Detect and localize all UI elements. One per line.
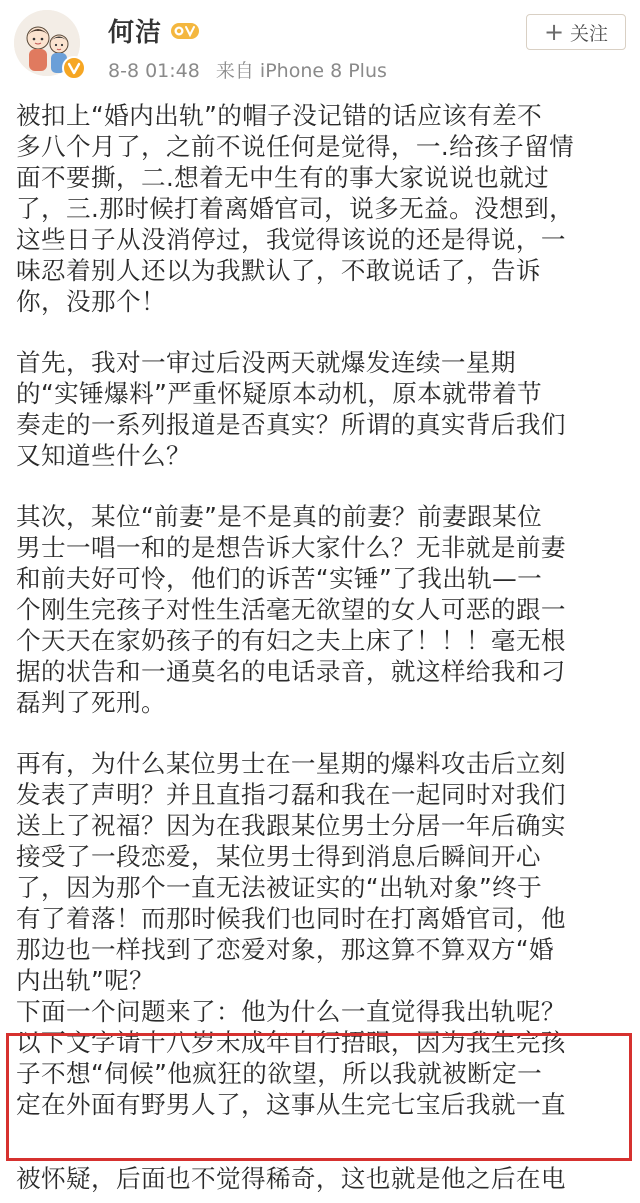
post-header bbox=[0, 0, 640, 92]
follow-button[interactable] bbox=[526, 14, 626, 50]
member-icon bbox=[170, 20, 200, 42]
author-row bbox=[108, 12, 200, 49]
post-paragraph-cutoff-line: 被怀疑，后面也不觉得稀奇，这也就是他之后在电 bbox=[16, 1164, 566, 1193]
post-paragraph: 被扣上“婚内出轨”的帽子没记错的话应该有差不 多八个月了，之前不说任何是觉得，一.给孩子留情 面不要撕，二.想着无中生有的事大家说说也就过 了，三.那时候打着离婚官司，说多无益。没想到， 这些日子从没消停过，我觉得该说的还是得说，一 味忍着别人还以为我默认了，不敢说话了，告诉 你，没那个！ bbox=[16, 101, 575, 316]
author-name[interactable]: 何洁 bbox=[108, 18, 163, 48]
follow-label: 关注 bbox=[570, 22, 609, 45]
plus-icon: + bbox=[543, 18, 565, 46]
post-meta bbox=[108, 56, 397, 83]
verified-badge-icon bbox=[62, 56, 86, 80]
post-paragraph: 首先，我对一审过后没两天就爆发连续一星期 的“实锤爆料”严重怀疑原本动机，原本就带着节 奏走的一系列报道是否真实？所谓的真实背后我们 又知道些什么？ bbox=[16, 348, 566, 470]
post-body bbox=[16, 100, 628, 1120]
post-time: 8-8 01:48 bbox=[108, 60, 200, 82]
post-source[interactable]: 来自 iPhone 8 Plus bbox=[215, 60, 387, 82]
post-paragraph: 其次，某位“前妻”是不是真的前妻？前妻跟某位 男士一唱一和的是想告诉大家什么？无非就是前妻 和前夫好可怜，他们的诉苦“实锤”了我出轨—一 个刚生完孩子对性生活毫无欲望的女人可恶的跟一 个天天在家奶孩子的有妇之夫上床了！！！毫无根 据的状告和一通莫名的电话录音，就这样给我和刁 磊判了死刑。 bbox=[16, 502, 566, 717]
post-paragraph: 再有，为什么某位男士在一星期的爆料攻击后立刻 发表了声明？并且直指刁磊和我在一起同时对我们 送上了祝福？因为在我跟某位男士分居一年后确实 接受了一段恋爱，某位男士得到消息后瞬间开心 了，因为那个一直无法被证实的“出轨对象”终于 有了着落！而那时候我们也同时在打离婚官司，他 那边也一样找到了恋爱对象，那这算不算双方“婚 内出轨”呢？ bbox=[16, 749, 566, 995]
post-paragraph-highlighted: 下面一个问题来了：他为什么一直觉得我出轨呢？ 以下文字请十八岁未成年自行捂眼，因为我生完孩 子不想“伺候”他疯狂的欲望，所以我就被断定一 定在外面有野男人了，这事从生完七宝后我就一直 bbox=[16, 997, 566, 1119]
